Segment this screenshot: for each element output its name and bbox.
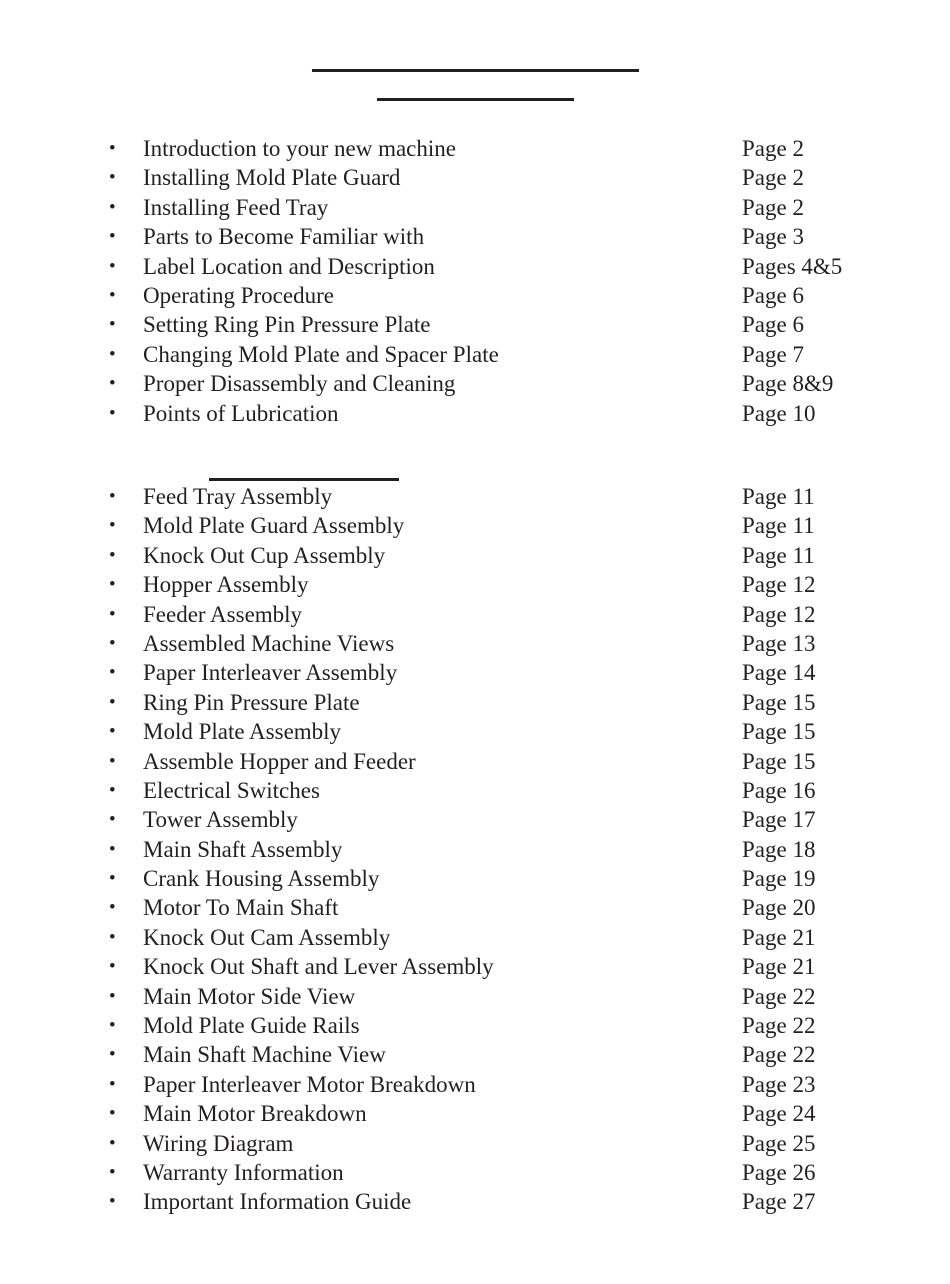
bullet-icon: • [109,226,116,248]
bullet-icon: • [109,1132,116,1154]
bullet-icon: • [109,196,116,218]
bullet-icon: • [109,574,116,596]
toc-entry-page: Page 25 [742,1130,816,1156]
toc-entry-title: Installing Feed Tray [143,194,329,220]
title-underline-rule [312,69,639,72]
toc-entry-page: Page 12 [742,572,816,598]
toc-entry-page: Page 23 [742,1071,816,1097]
toc-entry-page: Page 2 [742,165,804,191]
bullet-icon: • [109,515,116,537]
bullet-icon: • [109,985,116,1007]
toc-entry-title: Main Motor Side View [143,983,356,1009]
toc-entry-page: Page 21 [742,924,816,950]
toc-entry-page: Page 19 [742,866,816,892]
toc-entry [0,482,950,511]
toc-entry-page: Page 6 [742,312,804,338]
toc-entry [0,1040,950,1069]
toc-entry-title: Tower Assembly [143,807,298,833]
bullet-icon: • [109,1015,116,1037]
toc-entry-page: Page 11 [742,484,815,509]
toc-entry-page: Page 22 [742,983,816,1009]
toc-entry [0,252,950,281]
toc-entry [0,1099,950,1128]
bullet-icon: • [109,1044,116,1066]
toc-entry [0,747,950,776]
toc-entry [0,688,950,717]
toc-list-operation [0,134,950,428]
toc-entry-title: Main Motor Breakdown [143,1101,367,1127]
toc-entry-page: Page 15 [742,748,816,774]
toc-entry [0,369,950,398]
toc-entry-title: Changing Mold Plate and Spacer Plate [143,341,499,367]
bullet-icon: • [109,284,116,306]
toc-entry [0,629,950,658]
toc-entry [0,1158,950,1187]
toc-entry-title: Knock Out Cam Assembly [143,924,391,950]
bullet-icon: • [109,1191,116,1213]
toc-entry [0,340,950,369]
toc-entry [0,658,950,687]
toc-entry-title: Ring Pin Pressure Plate [143,689,360,715]
toc-entry [0,600,950,629]
bullet-icon: • [109,662,116,684]
toc-entry-title: Warranty Information [143,1159,344,1185]
bullet-icon: • [109,343,116,365]
bullet-icon: • [109,632,116,654]
toc-entry [0,776,950,805]
toc-entry-title: Feed Tray Assembly [143,484,333,509]
toc-entry-page: Page 2 [742,136,804,161]
toc-entry [0,835,950,864]
toc-entry [0,923,950,952]
toc-entry-title: Feeder Assembly [143,601,303,627]
toc-list-parts [0,482,950,1217]
toc-entry-title: Setting Ring Pin Pressure Plate [143,312,431,338]
toc-entry-page: Page 21 [742,954,816,980]
toc-entry [0,541,950,570]
bullet-icon: • [109,1073,116,1095]
toc-entry-title: Label Location and Description [143,253,435,279]
toc-entry [0,222,950,251]
toc-entry [0,134,950,163]
toc-entry-page: Page 15 [742,719,816,745]
toc-entry [0,310,950,339]
section-heading-underline-rule [209,478,399,481]
toc-entry [0,717,950,746]
toc-entry-title: Mold Plate Guard Assembly [143,513,405,539]
toc-entry-title: Operating Procedure [143,282,334,308]
toc-entry-title: Mold Plate Assembly [143,719,342,745]
toc-entry-title: Motor To Main Shaft [143,895,339,921]
toc-entry-page: Page 18 [742,836,816,862]
bullet-icon: • [109,603,116,625]
toc-entry-title: Assembled Machine Views [143,630,395,656]
toc-entry-page: Page 12 [742,601,816,627]
toc-entry-page: Page 11 [742,542,815,568]
toc-entry-title: Assemble Hopper and Feeder [143,748,416,774]
bullet-icon: • [109,486,116,507]
toc-entry-page: Page 6 [742,282,804,308]
toc-entry-page: Page 15 [742,689,816,715]
bullet-icon: • [109,691,116,713]
toc-entry-page: Pages 4&5 [742,253,843,279]
bullet-icon: • [109,373,116,395]
toc-entry-title: Parts to Become Familiar with [143,224,425,250]
toc-entry-page: Page 17 [742,807,816,833]
toc-entry-page: Page 16 [742,777,816,803]
bullet-icon: • [109,956,116,978]
toc-entry-page: Page 20 [742,895,816,921]
bullet-icon: • [109,838,116,860]
toc-entry-title: Introduction to your new machine [143,136,456,161]
toc-entry-page: Page 24 [742,1101,816,1127]
toc-entry-title: Wiring Diagram [143,1130,294,1156]
toc-entry [0,570,950,599]
toc-entry [0,1070,950,1099]
toc-entry-title: Main Shaft Machine View [143,1042,386,1068]
toc-entry [0,1187,950,1216]
toc-entry [0,1011,950,1040]
toc-entry-title: Mold Plate Guide Rails [143,1013,360,1039]
toc-entry-title: Points of Lubrication [143,400,339,426]
toc-entry-page: Page 22 [742,1013,816,1039]
toc-entry [0,893,950,922]
bullet-icon: • [109,255,116,277]
bullet-icon: • [109,1161,116,1183]
toc-entry [0,399,950,428]
toc-entry [0,163,950,192]
bullet-icon: • [109,167,116,189]
toc-entry-title: Important Information Guide [143,1189,412,1215]
toc-entry [0,952,950,981]
toc-entry-title: Main Shaft Assembly [143,836,343,862]
toc-entry [0,193,950,222]
toc-entry [0,511,950,540]
toc-entry-page: Page 14 [742,660,816,686]
toc-entry [0,805,950,834]
toc-entry-page: Page 7 [742,341,804,367]
toc-entry-page: Page 13 [742,630,816,656]
toc-entry-page: Page 27 [742,1189,816,1215]
toc-entry [0,864,950,893]
bullet-icon: • [109,402,116,424]
toc-entry-title: Electrical Switches [143,777,320,803]
toc-entry-title: Knock Out Shaft and Lever Assembly [143,954,494,980]
toc-entry-title: Hopper Assembly [143,572,309,598]
bullet-icon: • [109,314,116,336]
toc-entry-title: Installing Mold Plate Guard [143,165,401,191]
bullet-icon: • [109,750,116,772]
toc-entry-page: Page 10 [742,400,816,426]
toc-entry-title: Proper Disassembly and Cleaning [143,371,456,397]
bullet-icon: • [109,1103,116,1125]
bullet-icon: • [109,721,116,743]
toc-entry-page: Page 22 [742,1042,816,1068]
toc-entry-title: Crank Housing Assembly [143,866,380,892]
toc-entry-title: Paper Interleaver Motor Breakdown [143,1071,476,1097]
subtitle-underline-rule [377,98,574,101]
bullet-icon: • [109,809,116,831]
bullet-icon: • [109,926,116,948]
bullet-icon: • [109,868,116,890]
toc-entry-page: Page 8&9 [742,371,834,397]
toc-entry-title: Paper Interleaver Assembly [143,660,398,686]
bullet-icon: • [109,138,116,159]
bullet-icon: • [109,544,116,566]
toc-entry [0,982,950,1011]
toc-entry-page: Page 2 [742,194,804,220]
toc-entry-page: Page 3 [742,224,804,250]
bullet-icon: • [109,897,116,919]
toc-entry [0,1129,950,1158]
toc-entry [0,281,950,310]
toc-entry-page: Page 11 [742,513,815,539]
bullet-icon: • [109,779,116,801]
toc-entry-page: Page 26 [742,1159,816,1185]
toc-entry-title: Knock Out Cup Assembly [143,542,386,568]
